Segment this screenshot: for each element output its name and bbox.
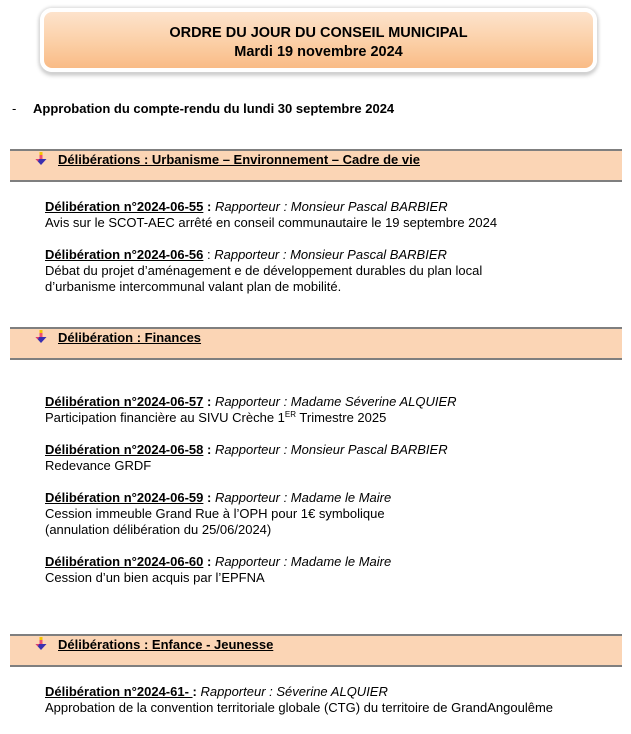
deliberation-description: Approbation de la convention territoriale globale (CTG) du territoire de GrandAngoulême (45, 700, 554, 715)
superscript-er: ER (284, 410, 297, 419)
separator: : (203, 394, 215, 409)
deliberation-description: Redevance GRDF (45, 458, 152, 473)
deliberation-description: Cession immeuble Grand Rue à l’OPH pour 1€ symbolique (45, 506, 385, 521)
deliberation-description (45, 410, 575, 426)
deliberation-item (45, 394, 575, 426)
section-title: Délibérations : Urbanisme – Environnement – Cadre de vie (58, 152, 420, 167)
separator: : (203, 554, 215, 569)
section-header-finances (10, 327, 622, 360)
deliberation-number: Délibération n°2024-06-60 (45, 554, 204, 569)
section-title: Délibération : Finances (58, 330, 202, 345)
rapporteur: Rapporteur : Séverine ALQUIER (200, 684, 388, 699)
deliberation-item (45, 684, 575, 716)
bullet-dash: - (12, 101, 17, 116)
arrow-down-icon (34, 152, 48, 166)
deliberation-number: Délibération n°2024-06-57 (45, 394, 204, 409)
separator: : (203, 199, 215, 214)
deliberation-item (45, 199, 575, 231)
deliberation-number: Délibération n°2024-61- (45, 684, 193, 699)
approval-item (12, 101, 394, 116)
deliberation-description: Cession d’un bien acquis par l’EPFNA (45, 570, 265, 585)
deliberation-description: Débat du projet d’aménagement e de développement durables du plan local d’urbanisme intercommunal valant plan de mobilité. (45, 263, 483, 294)
section-header-urbanisme (10, 149, 622, 182)
deliberation-description-note: (annulation délibération du 25/06/2024) (45, 522, 272, 537)
separator: : (203, 247, 215, 262)
separator: : (203, 490, 215, 505)
deliberation-item (45, 490, 575, 538)
deliberation-number: Délibération n°2024-06-56 (45, 247, 204, 262)
arrow-down-icon (34, 330, 48, 344)
description-text: Participation financière au SIVU Crèche 1 (45, 410, 285, 425)
agenda-title: ORDRE DU JOUR DU CONSEIL MUNICIPAL (169, 25, 468, 41)
section-header-enfance-jeunesse (10, 634, 622, 667)
deliberation-item (45, 554, 575, 586)
section-title: Délibérations : Enfance - Jeunesse (58, 637, 274, 652)
deliberation-item (45, 247, 545, 295)
deliberation-number: Délibération n°2024-06-58 (45, 442, 204, 457)
deliberation-item (45, 442, 575, 474)
deliberation-description: Avis sur le SCOT-AEC arrêté en conseil communautaire le 19 septembre 2024 (45, 215, 498, 230)
rapporteur: Rapporteur : Monsieur Pascal BARBIER (214, 247, 447, 262)
rapporteur: Rapporteur : Monsieur Pascal BARBIER (214, 199, 448, 214)
rapporteur: Rapporteur : Madame le Maire (214, 490, 392, 505)
approval-text: Approbation du compte-rendu du lundi 30 septembre 2024 (33, 101, 395, 116)
rapporteur: Rapporteur : Madame Séverine ALQUIER (214, 394, 457, 409)
agenda-date: Mardi 19 novembre 2024 (234, 44, 403, 60)
agenda-header (40, 8, 597, 72)
description-text-end: Trimestre 2025 (296, 410, 387, 425)
deliberation-number: Délibération n°2024-06-59 (45, 490, 204, 505)
separator: : (203, 442, 215, 457)
deliberation-number: Délibération n°2024-06-55 (45, 199, 204, 214)
separator: : (192, 684, 201, 699)
rapporteur: Rapporteur : Monsieur Pascal BARBIER (214, 442, 448, 457)
arrow-down-icon (34, 637, 48, 651)
rapporteur: Rapporteur : Madame le Maire (214, 554, 392, 569)
